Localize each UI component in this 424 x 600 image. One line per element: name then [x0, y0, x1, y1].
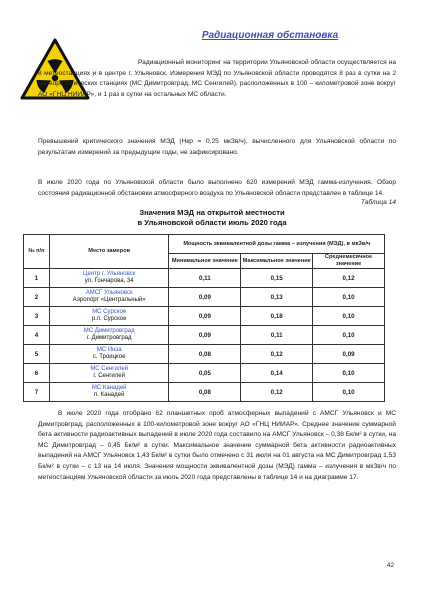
min-value: 0,05 [169, 364, 241, 383]
table-row [24, 288, 385, 307]
table-caption-line2: в Ульяновской области июль 2020 года [137, 217, 287, 227]
avg-value: 0,10 [313, 307, 385, 326]
avg-value: 0,10 [313, 326, 385, 345]
page-title: Радиационная обстановка [201, 30, 339, 41]
max-value: 0,13 [241, 288, 313, 307]
table-row [24, 345, 385, 364]
min-value: 0,09 [169, 326, 241, 345]
station-cell [49, 326, 169, 345]
table-row [24, 269, 385, 288]
station-cell [49, 383, 169, 402]
station-location: ул. Гончарова, 34 [84, 278, 134, 284]
row-number: 1 [24, 269, 50, 288]
station-cell [49, 307, 169, 326]
station-location: Аэропорт «Центральный» [72, 297, 146, 303]
table-row [24, 364, 385, 383]
paragraph-critical-value: Превышений критического значения МЭД (Нкр = 0,25 мкЗв/ч), вычисленного для Ульяновской области по результатам измерений за предыдущие годы, не зафиксировано. [38, 138, 396, 156]
min-value: 0,09 [169, 307, 241, 326]
table-caption-line1: Значения МЭД на открытой местности [139, 208, 285, 217]
header-max: Максимальное значение [241, 254, 313, 269]
max-value: 0,14 [241, 364, 313, 383]
row-number: 5 [24, 345, 50, 364]
min-value: 0,08 [169, 383, 241, 402]
table-number: Таблица 14 [360, 199, 396, 206]
row-number: 7 [24, 383, 50, 402]
station-name: МС Сурское [92, 309, 127, 315]
avg-value: 0,10 [313, 383, 385, 402]
header-avg: Среднемесячное значение [313, 254, 385, 269]
avg-value: 0,10 [313, 288, 385, 307]
header-place: Место замеров [49, 235, 169, 269]
station-name: АМСГ Ульяновск [85, 290, 133, 296]
station-cell [49, 269, 169, 288]
table-row [24, 326, 385, 345]
station-name: МС Димитровград [83, 328, 135, 334]
page-number: 42 [386, 562, 394, 569]
station-location: с. Троицкое [92, 354, 126, 360]
station-location: г. Димитровград [86, 335, 132, 341]
avg-value: 0,12 [313, 269, 385, 288]
max-value: 0,15 [241, 269, 313, 288]
paragraph-fallout: В июле 2020 года отобрано 62 планшетных проб атмосферных выпадений с АМСГ Ульяновск и МС Димитровград, расположенных в 100-километровой зоне вокруг АО «ГНЦ НИИАР». Среднее значение суммарной бета активности радиоактивных выпадений в июле 2020 года составило на АМСГ Ульяновск – 0,38 Бк/м² в сутки, на МС Димитровград – 0,45 Бк/м² в сутки. Максимальное значение суммарной бета активности радиоактивных выпадений на АМСГ Ульяновск 1,43 Бк/м² в сутки было отмечено с 31 июля на 01 августа на МС Димитровград 1,53 Бк/м² в сутки – с 13 на 14 июля. Значения мощности эквивалентной дозы (МЭД) гамма – излучения в мкЗв/ч по метеостанциям Ульяновской области за июль 2020 года представлены в таблице 14 и на диаграмме 17. [38, 410, 396, 481]
min-value: 0,11 [169, 269, 241, 288]
med-table [23, 234, 385, 402]
row-number: 2 [24, 288, 50, 307]
row-number: 4 [24, 326, 50, 345]
max-value: 0,12 [241, 383, 313, 402]
max-value: 0,18 [241, 307, 313, 326]
station-location: р.п. Сурское [91, 316, 127, 322]
station-location: г. Сенгилей [93, 373, 125, 379]
table-caption [80, 208, 344, 227]
header-min: Минимальное значение [169, 254, 241, 269]
table-row [24, 383, 385, 402]
max-value: 0,11 [241, 326, 313, 345]
min-value: 0,09 [169, 288, 241, 307]
row-number: 6 [24, 364, 50, 383]
station-cell [49, 288, 169, 307]
header-num: № п/п [24, 235, 50, 269]
table-row [24, 307, 385, 326]
station-cell [49, 345, 169, 364]
station-name: Центр г. Ульяновск [83, 271, 136, 277]
row-number: 3 [24, 307, 50, 326]
max-value: 0,12 [241, 345, 313, 364]
header-group: Мощность эквивалентной дозы гамма – излучения (МЭД), в мкЗв/ч [169, 235, 385, 254]
paragraph-monitoring: Радиационный мониторинг на территории Ульяновской области осуществляется на 8 метеостанциях и в центре г. Ульяновск. Измерения МЭД по Ульяновской области проводятся 8 раз в сутки на 2 метеорологических станциях (МС Димитровград, МС Сенгилей), расположенных в 100 – километровой зоне вокруг АО «ГНЦ НИИАР», и 1 раз в сутки на остальных МС области. [38, 59, 396, 98]
station-cell [49, 364, 169, 383]
avg-value: 0,09 [313, 345, 385, 364]
station-location: п. Канадей [94, 392, 125, 398]
min-value: 0,08 [169, 345, 241, 364]
station-name: МС Сенгилей [90, 366, 129, 372]
station-name: МС Инза [96, 347, 122, 353]
station-name: МС Канадей [91, 385, 127, 391]
avg-value: 0,10 [313, 364, 385, 383]
paragraph-measurements: В июле 2020 года по Ульяновской области было выполнено 620 измерений МЭД гамма-излучения. Обзор состояния радиационной обстановки атмосферного воздуха по Ульяновской области представлен в таблице 14. [38, 179, 396, 197]
